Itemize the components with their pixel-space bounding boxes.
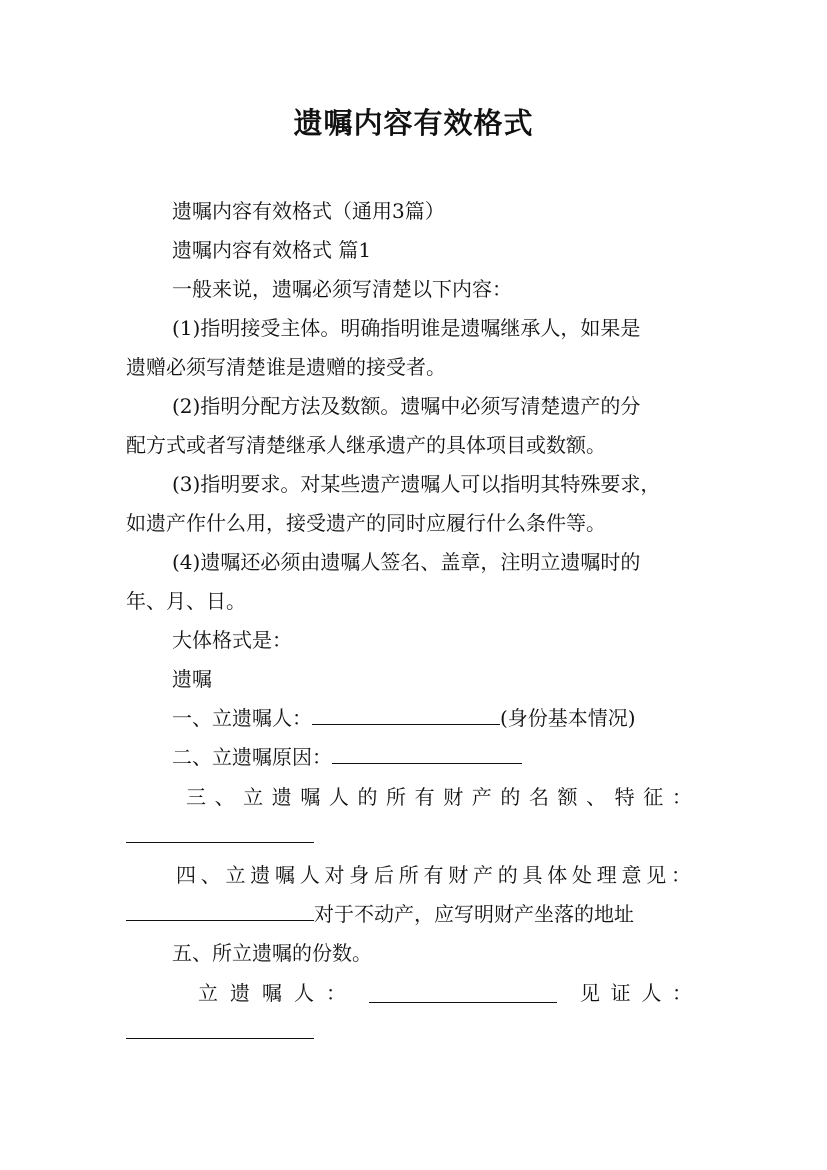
will-heading: 遗嘱 <box>172 667 212 691</box>
testator-line <box>172 703 636 733</box>
character: 后 <box>374 863 394 887</box>
character: 人 <box>299 863 320 887</box>
character: 所 <box>398 863 419 887</box>
testator-note: (身份基本情况) <box>500 706 636 730</box>
character: 见 <box>580 981 600 1005</box>
character: 嘱 <box>262 981 282 1005</box>
section-heading: 遗嘱内容有效格式 篇1 <box>172 238 372 262</box>
disposal-line <box>176 860 691 890</box>
reason-line <box>172 742 522 772</box>
signature-line <box>198 978 692 1008</box>
character: 立 <box>198 981 218 1005</box>
item-4-line-2: 年、月、日。 <box>126 589 246 613</box>
character: 嘱 <box>300 785 321 809</box>
character: 产 <box>471 785 492 809</box>
character: 见 <box>646 863 667 887</box>
item-2-line-2: 配方式或者写清楚继承人继承遗产的具体项目或数额。 <box>126 433 606 457</box>
disposal-blank <box>126 902 314 921</box>
disposal-note: 对于不动产，应写明财产坐落的地址 <box>314 902 634 926</box>
character: 遗 <box>250 863 271 887</box>
format-intro: 大体格式是： <box>172 628 292 652</box>
character: 遗 <box>230 981 250 1005</box>
copies-line: 五、所立遗嘱的份数。 <box>172 941 372 965</box>
disposal-continuation <box>126 899 634 929</box>
witness-label <box>580 978 692 1008</box>
item-2-line-1: (2)指明分配方法及数额。遗嘱中必须写清楚遗产的分 <box>172 394 641 418</box>
character: 人 <box>641 981 662 1005</box>
character: 四 <box>176 863 196 887</box>
character: 具 <box>522 863 543 887</box>
character: 三 <box>186 785 206 809</box>
character: 理 <box>596 863 617 887</box>
property-blank-line <box>126 821 314 851</box>
character: 身 <box>349 863 370 887</box>
character: ： <box>671 863 691 887</box>
character: 、 <box>586 785 607 809</box>
character: 人 <box>294 981 314 1005</box>
testator-label: 一、立遗嘱人： <box>172 706 312 730</box>
character: 额 <box>557 785 578 809</box>
character: 的 <box>357 785 378 809</box>
witness-blank <box>126 1020 314 1039</box>
character: 对 <box>324 863 345 887</box>
character: 名 <box>528 785 549 809</box>
testator-signature-blank <box>369 984 557 1003</box>
reason-label: 二、立遗嘱原因： <box>172 745 332 769</box>
document-title: 遗嘱内容有效格式 <box>293 106 534 140</box>
character: 财 <box>443 785 464 809</box>
character: 的 <box>497 863 518 887</box>
item-3-line-1: (3)指明要求。对某些遗产遗嘱人可以指明其特殊要求， <box>172 472 661 496</box>
character: 意 <box>621 863 642 887</box>
character: ： <box>671 981 692 1005</box>
character: ： <box>671 785 692 809</box>
subtitle-line: 遗嘱内容有效格式（通用3篇） <box>172 199 445 223</box>
character: 财 <box>448 863 469 887</box>
character: 嘱 <box>275 863 295 887</box>
property-blank <box>126 824 314 843</box>
character: 证 <box>610 981 631 1005</box>
character: 人 <box>328 785 349 809</box>
item-1-line-1: (1)指明接受主体。明确指明谁是遗嘱继承人，如果是 <box>172 316 641 340</box>
item-1-line-2: 遗赠必须写清楚谁是遗赠的接受者。 <box>126 355 446 379</box>
character: 、 <box>214 785 235 809</box>
character: 体 <box>547 863 568 887</box>
character: 遗 <box>271 785 292 809</box>
item-4-line-1: (4)遗嘱还必须由遗嘱人签名、盖章，注明立遗嘱时的 <box>172 550 641 574</box>
character: 征 <box>643 785 664 809</box>
testator-blank <box>312 706 500 725</box>
character: 产 <box>473 863 493 887</box>
property-line <box>186 782 692 812</box>
reason-blank <box>332 745 522 764</box>
character: 有 <box>423 863 444 887</box>
paragraph-intro: 一般来说，遗嘱必须写清楚以下内容： <box>172 277 512 301</box>
testator-signature-label <box>198 978 346 1008</box>
character: 特 <box>614 785 635 809</box>
character: 的 <box>500 785 521 809</box>
witness-blank-line <box>126 1017 314 1047</box>
item-3-line-2: 如遗产作什么用，接受遗产的同时应履行什么条件等。 <box>126 511 606 535</box>
character: 所 <box>386 785 407 809</box>
character: 、 <box>200 863 221 887</box>
character: 有 <box>414 785 435 809</box>
character: 立 <box>243 785 264 809</box>
character: ： <box>326 981 346 1005</box>
character: 立 <box>225 863 246 887</box>
character: 处 <box>572 863 592 887</box>
